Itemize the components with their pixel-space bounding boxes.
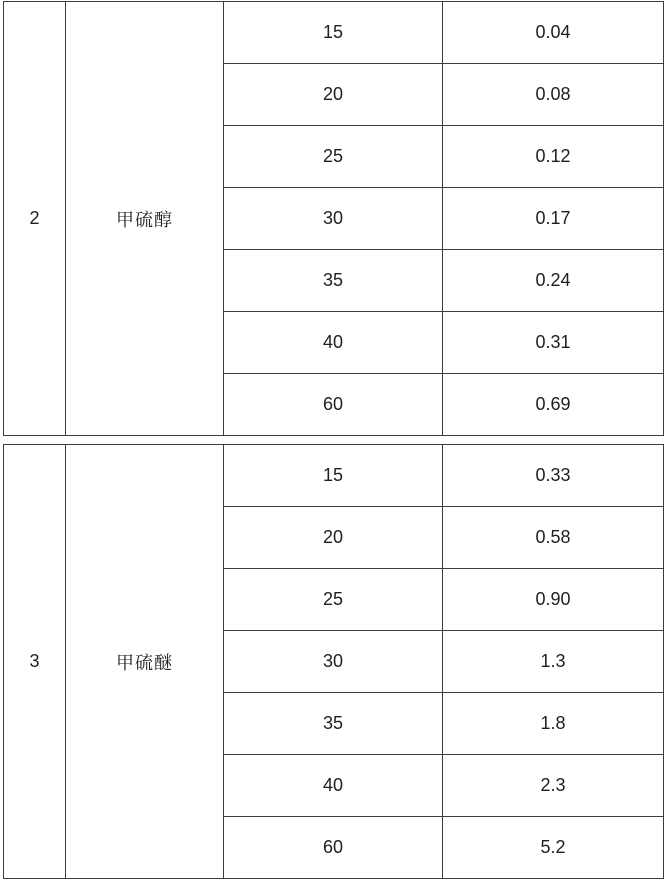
col4-cell: 0.90 (443, 569, 664, 631)
col4-cell: 1.3 (443, 631, 664, 693)
col4-cell: 0.17 (443, 188, 664, 250)
table-row (4, 2, 664, 64)
row-index-cell: 2 (4, 2, 66, 436)
col4-cell: 5.2 (443, 817, 664, 879)
col3-cell: 15 (224, 2, 443, 64)
col4-cell: 0.58 (443, 507, 664, 569)
col4-cell: 1.8 (443, 693, 664, 755)
col3-cell: 35 (224, 693, 443, 755)
substance-name-cell: 甲硫醚 (66, 445, 224, 879)
col4-cell: 0.12 (443, 126, 664, 188)
col4-cell: 0.31 (443, 312, 664, 374)
col3-cell: 40 (224, 312, 443, 374)
col4-cell: 2.3 (443, 755, 664, 817)
col3-cell: 25 (224, 569, 443, 631)
col3-cell: 60 (224, 817, 443, 879)
col3-cell: 35 (224, 250, 443, 312)
col4-cell: 0.08 (443, 64, 664, 126)
row-index-cell: 3 (4, 445, 66, 879)
col4-cell: 0.04 (443, 2, 664, 64)
col3-cell: 20 (224, 507, 443, 569)
col3-cell: 40 (224, 755, 443, 817)
col3-cell: 25 (224, 126, 443, 188)
table-section-2 (3, 1, 664, 436)
substance-name-cell: 甲硫醇 (66, 2, 224, 436)
col3-cell: 60 (224, 374, 443, 436)
col4-cell: 0.33 (443, 445, 664, 507)
col3-cell: 15 (224, 445, 443, 507)
col3-cell: 30 (224, 631, 443, 693)
col4-cell: 0.69 (443, 374, 664, 436)
table-section-3 (3, 444, 664, 879)
table-row (4, 445, 664, 507)
col3-cell: 30 (224, 188, 443, 250)
col3-cell: 20 (224, 64, 443, 126)
col4-cell: 0.24 (443, 250, 664, 312)
